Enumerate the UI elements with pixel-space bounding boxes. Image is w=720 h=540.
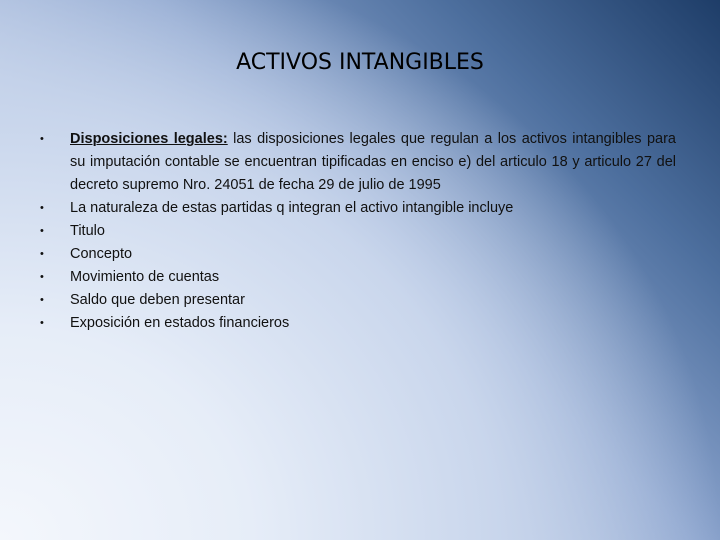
bullet-list: [36, 128, 676, 335]
bullet-icon: •: [40, 294, 44, 306]
bullet-icon: •: [40, 202, 44, 214]
bullet-icon: •: [40, 133, 44, 145]
list-item: [36, 128, 676, 197]
list-item-text: Exposición en estados financieros: [70, 315, 290, 331]
list-item: [36, 266, 676, 289]
slide-title: ACTIVOS INTANGIBLES: [236, 50, 484, 75]
bullet-icon: •: [40, 248, 44, 260]
list-item-text: [70, 128, 676, 197]
list-item: [36, 243, 676, 266]
list-item: [36, 312, 676, 335]
list-item-lead: Disposiciones legales:: [70, 131, 228, 147]
list-item: [36, 220, 676, 243]
bullet-icon: •: [40, 271, 44, 283]
bullet-icon: •: [40, 225, 44, 237]
list-item: [36, 289, 676, 312]
list-item-text: Concepto: [70, 246, 133, 262]
list-item-text: Saldo que deben presentar: [70, 292, 245, 308]
list-item: [36, 197, 676, 220]
list-item-text: Movimiento de cuentas: [70, 269, 220, 285]
list-item-body: las disposiciones legales que regulan a los activos intangibles para su imputación contable se encuentran tipificadas en enciso e) del articulo 18 y articulo 27 del decreto supremo Nro. 24051 de fecha 29 de julio de 1995: [70, 131, 676, 193]
list-item-text: La naturaleza de estas partidas q integran el activo intangible incluye: [70, 200, 514, 216]
bullet-icon: •: [40, 317, 44, 329]
list-item-text: Titulo: [70, 223, 105, 239]
